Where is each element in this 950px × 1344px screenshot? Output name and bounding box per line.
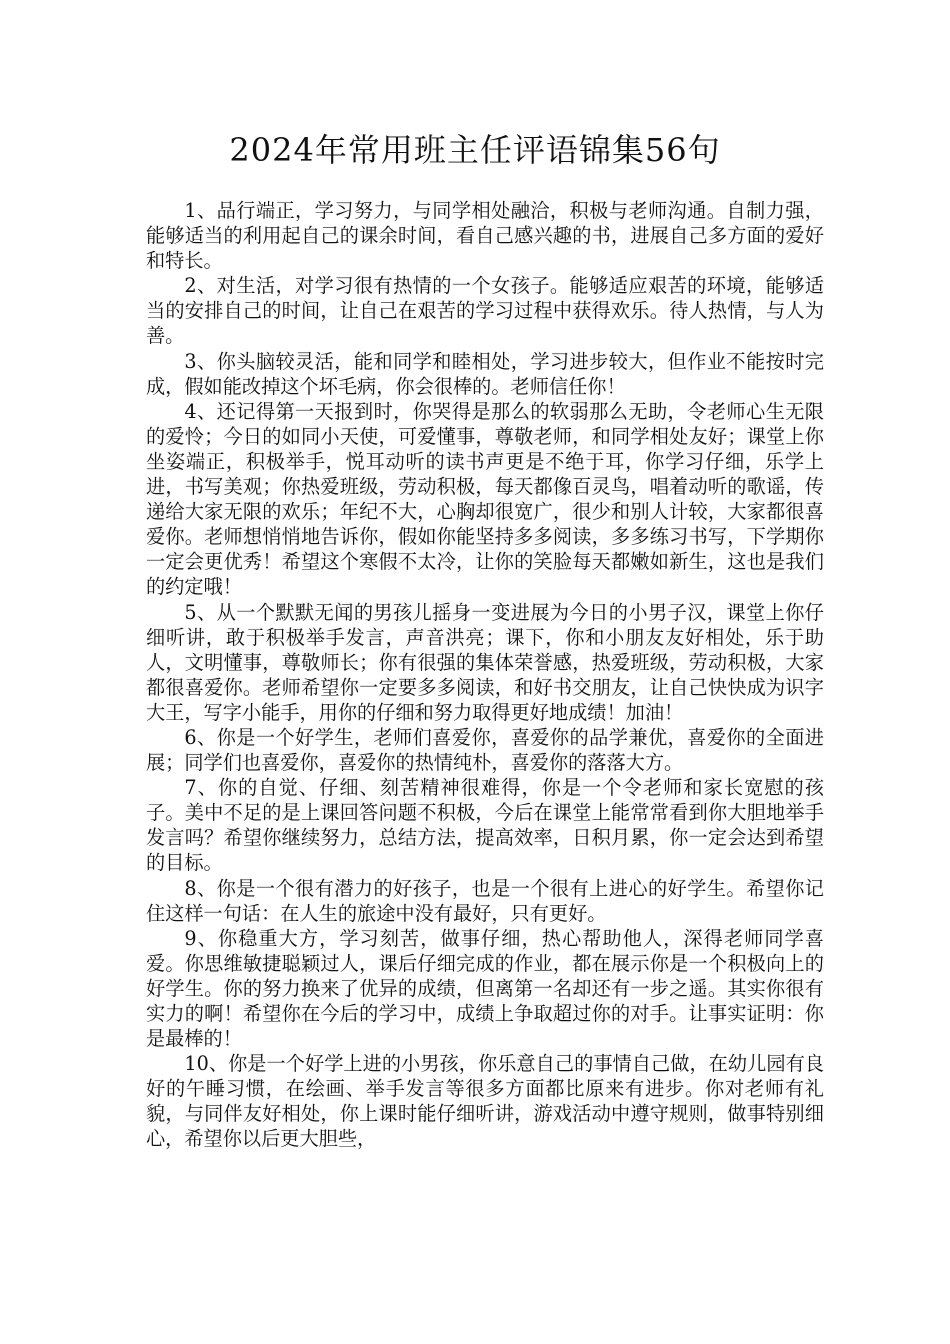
- comment-paragraph-1: 1、品行端正，学习努力，与同学相处融洽，积极与老师沟通。自制力强，能够适当的利用起自己的课余时间，看自己感兴趣的书，进展自己多方面的爱好和特长。: [146, 199, 824, 273]
- comment-paragraph-5: 5、从一个默默无闻的男孩儿摇身一变进展为今日的小男子汉，课堂上你仔细听讲，敢于积极举手发言，声音洪亮；课下，你和小朋友友好相处，乐于助人，文明懂事，尊敬师长；你有很强的集体荣誉感，热爱班级，劳动积极，大家都很喜爱你。老师希望你一定要多多阅读，和好书交朋友，让自己快快成为识字大王，写字小能手，用你的仔细和努力取得更好地成绩！加油！: [146, 600, 824, 724]
- comment-paragraph-6: 6、你是一个好学生，老师们喜爱你，喜爱你的品学兼优，喜爱你的全面进展；同学们也喜爱你，喜爱你的热情纯朴，喜爱你的落落大方。: [146, 725, 824, 775]
- document-title: 2024年常用班主任评语锦集56句: [229, 131, 721, 169]
- comment-paragraph-8: 8、你是一个很有潜力的好孩子，也是一个很有上进心的好学生。希望你记住这样一句话：在人生的旅途中没有最好，只有更好。: [146, 876, 824, 925]
- comment-paragraph-2: 2、对生活，对学习很有热情的一个女孩子。能够适应艰苦的环境，能够适当的安排自己的时间，让自己在艰苦的学习过程中获得欢乐。待人热情，与人为善。: [146, 274, 824, 348]
- document-body: [146, 198, 824, 1152]
- comment-paragraph-7: 7、你的自觉、仔细、刻苦精神很难得，你是一个令老师和家长宽慰的孩子。美中不足的是上课回答问题不积极，今后在课堂上能常常看到你大胆地举手发言吗？希望你继续努力，总结方法，提高效率，日积月累，你一定会达到希望的目标。: [146, 776, 824, 875]
- comment-paragraph-3: 3、你头脑较灵活，能和同学和睦相处，学习进步较大，但作业不能按时完成，假如能改掉这个坏毛病，你会很棒的。老师信任你！: [146, 349, 824, 398]
- comment-paragraph-4: 4、还记得第一天报到时，你哭得是那么的软弱那么无助，令老师心生无限的爱怜；今日的如同小天使，可爱懂事，尊敬老师，和同学相处友好；课堂上你坐姿端正，积极举手，悦耳动听的读书声更是不绝于耳，你学习仔细，乐学上进，书写美观；你热爱班级，劳动积极，每天都像百灵鸟，唱着动听的歌谣，传递给大家无限的欢乐；年纪不大，心胸却很宽广，很少和别人计较，大家都很喜爱你。老师想悄悄地告诉你，假如你能坚持多多阅读，多多练习书写，下学期你一定会更优秀！希望这个寒假不太冷，让你的笑脸每天都嫩如新生，这也是我们的约定哦！: [146, 399, 824, 599]
- comment-paragraph-9: 9、你稳重大方，学习刻苦，做事仔细，热心帮助他人，深得老师同学喜爱。你思维敏捷聪颖过人，课后仔细完成的作业，都在展示你是一个积极向上的好学生。你的努力换来了优异的成绩，但离第一名却还有一步之遥。其实你很有实力的啊！希望你在今后的学习中，成绩上争取超过你的对手。让事实证明：你是最棒的！: [146, 926, 824, 1051]
- comment-paragraph-10: 10、你是一个好学上进的小男孩，你乐意自己的事情自己做，在幼儿园有良好的午睡习惯，在绘画、举手发言等很多方面都比原来有进步。你对老师有礼貌，与同伴友好相处，你上课时能仔细听讲，游戏活动中遵守规则，做事特别细心，希望你以后更大胆些，: [146, 1052, 824, 1151]
